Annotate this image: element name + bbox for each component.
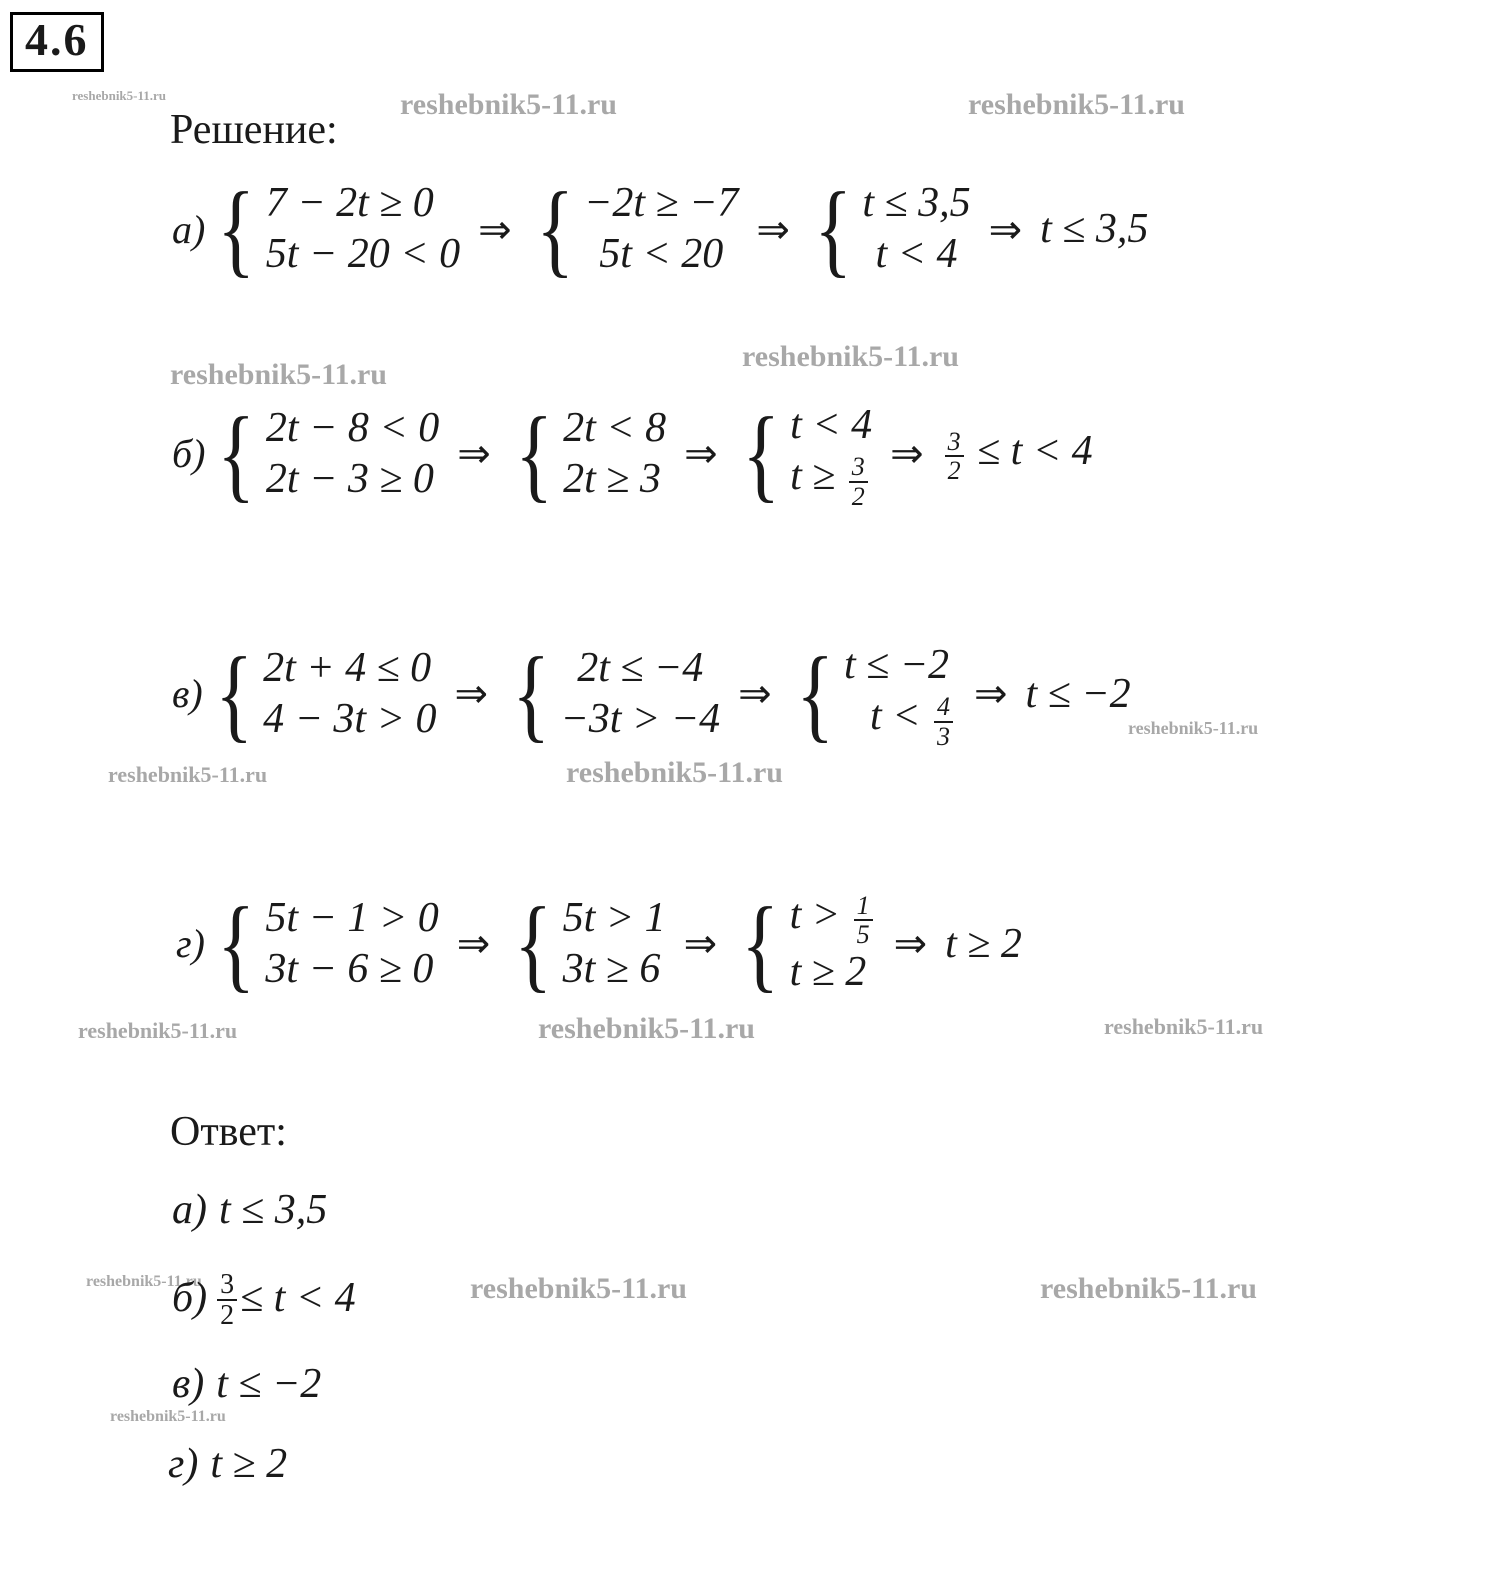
solution-heading: Решение: xyxy=(170,107,338,153)
system-g-step3 xyxy=(735,885,875,1002)
exercise-number: 4.6 xyxy=(10,12,104,72)
equation: 2t + 4 ≤ 0 xyxy=(263,644,432,691)
answer-value-v: t ≤ −2 xyxy=(216,1361,322,1407)
result-a: t ≤ 3,5 xyxy=(1040,206,1149,253)
system-g-step2 xyxy=(508,884,666,1002)
equation: 3t − 6 ≥ 0 xyxy=(265,945,434,992)
result-b xyxy=(942,426,1093,483)
answer-v xyxy=(172,1360,321,1408)
watermark: reshebnik5-11.ru xyxy=(1040,1272,1257,1305)
watermark: reshebnik5-11.ru xyxy=(170,358,387,391)
equation xyxy=(790,451,872,511)
system-v-step1 xyxy=(209,634,437,752)
watermark: reshebnik5-11.ru xyxy=(110,1408,226,1425)
result-text: ≤ t < 4 xyxy=(966,427,1093,474)
equation xyxy=(844,691,956,751)
answer-label-g: г) xyxy=(168,1441,199,1487)
fraction-numerator: 3 xyxy=(220,1269,235,1300)
watermark: reshebnik5-11.ru xyxy=(566,756,783,789)
implies-icon: ⇒ xyxy=(756,206,790,252)
solution-part-v xyxy=(172,634,1131,752)
answer-label-b: б) xyxy=(172,1275,208,1322)
watermark: reshebnik5-11.ru xyxy=(108,762,268,787)
equation: t ≤ −2 xyxy=(844,642,950,688)
solution-part-g xyxy=(176,884,1022,1002)
equation: −3t > −4 xyxy=(560,695,721,742)
result-g: t ≥ 2 xyxy=(945,920,1022,967)
answer-b xyxy=(172,1268,356,1332)
answer-label-a: а) xyxy=(172,1187,207,1233)
brace-icon: { xyxy=(512,634,551,752)
equation: 5t < 20 xyxy=(599,231,724,278)
brace-icon: { xyxy=(217,394,256,512)
system-g-step1 xyxy=(211,884,439,1002)
brace-icon: { xyxy=(514,884,553,1002)
implies-icon: ⇒ xyxy=(456,921,491,967)
implies-icon: ⇒ xyxy=(738,671,772,717)
watermark: reshebnik5-11.ru xyxy=(400,88,617,121)
implies-icon: ⇒ xyxy=(478,206,512,252)
equation: 5t > 1 xyxy=(562,894,666,941)
implies-icon: ⇒ xyxy=(893,921,928,967)
equation: 2t − 3 ≥ 0 xyxy=(265,455,434,502)
brace-icon: { xyxy=(741,885,780,1002)
implies-icon: ⇒ xyxy=(454,671,488,717)
equation-text: t ≥ xyxy=(790,453,846,500)
fraction-numerator: 4 xyxy=(937,692,951,722)
watermark: reshebnik5-11.ru xyxy=(78,1018,238,1043)
implies-icon: ⇒ xyxy=(890,431,924,477)
equation: 3t ≥ 6 xyxy=(562,945,661,992)
answer-value-g: t ≥ 2 xyxy=(210,1441,288,1487)
solution-part-a xyxy=(172,170,1149,288)
implies-icon: ⇒ xyxy=(974,671,1008,717)
answer-value-a: t ≤ 3,5 xyxy=(219,1187,328,1233)
equation: 2t < 8 xyxy=(563,404,667,451)
system-b-step1 xyxy=(211,394,440,512)
fraction xyxy=(217,1270,237,1331)
answer-g xyxy=(168,1440,287,1488)
answer-value-b: ≤ t < 4 xyxy=(240,1275,356,1322)
fraction-numerator: 1 xyxy=(856,891,870,921)
equation: 7 − 2t ≥ 0 xyxy=(265,180,434,226)
fraction xyxy=(934,693,953,750)
implies-icon: ⇒ xyxy=(988,206,1023,252)
system-a-step3 xyxy=(808,170,971,288)
equation xyxy=(789,890,876,950)
system-a-step1 xyxy=(211,170,461,288)
answer-a xyxy=(172,1186,327,1234)
solution-part-b xyxy=(172,394,1093,512)
equation: t ≥ 2 xyxy=(789,948,867,995)
fraction xyxy=(854,892,873,949)
fraction-denominator: 2 xyxy=(217,1299,237,1330)
part-label-a: а) xyxy=(172,206,206,252)
brace-icon: { xyxy=(214,634,253,752)
implies-icon: ⇒ xyxy=(457,431,491,477)
system-b-step3 xyxy=(736,395,873,512)
equation-text: t > xyxy=(789,892,851,938)
watermark: reshebnik5-11.ru xyxy=(72,88,167,103)
implies-icon: ⇒ xyxy=(683,921,718,967)
system-v-step2 xyxy=(506,634,721,752)
answer-label-v: в) xyxy=(172,1361,205,1407)
part-label-v: в) xyxy=(172,671,203,717)
system-a-step2 xyxy=(530,170,739,288)
equation: t ≤ 3,5 xyxy=(862,180,971,226)
part-label-g: г) xyxy=(176,921,205,967)
equation: 2t ≥ 3 xyxy=(563,455,661,502)
system-v-step3 xyxy=(790,635,956,752)
equation: t < 4 xyxy=(790,402,873,448)
brace-icon: { xyxy=(535,170,574,288)
fraction-denominator: 2 xyxy=(849,481,868,510)
watermark: reshebnik5-11.ru xyxy=(470,1272,687,1305)
brace-icon: { xyxy=(795,635,834,752)
brace-icon: { xyxy=(515,394,553,512)
equation: 2t − 8 < 0 xyxy=(265,404,440,451)
answer-heading: Ответ: xyxy=(170,1109,287,1155)
fraction xyxy=(849,453,868,510)
watermark: reshebnik5-11.ru xyxy=(968,88,1185,121)
equation: −2t ≥ −7 xyxy=(584,180,739,226)
implies-icon: ⇒ xyxy=(684,431,718,477)
fraction-denominator: 2 xyxy=(945,455,964,484)
fraction-numerator: 3 xyxy=(851,452,865,482)
equation: 2t ≤ −4 xyxy=(577,644,704,691)
equation: 4 − 3t > 0 xyxy=(263,695,437,742)
watermark: reshebnik5-11.ru xyxy=(1104,1014,1264,1039)
system-b-step2 xyxy=(509,394,667,512)
fraction-denominator: 3 xyxy=(934,721,953,750)
brace-icon: { xyxy=(741,395,780,512)
equation: 5t − 20 < 0 xyxy=(265,231,461,278)
fraction xyxy=(945,428,964,485)
equation: t < 4 xyxy=(875,231,958,278)
watermark: reshebnik5-11.ru xyxy=(1128,718,1259,738)
equation: 5t − 1 > 0 xyxy=(265,894,439,941)
fraction-denominator: 5 xyxy=(854,919,873,948)
brace-icon: { xyxy=(217,170,256,288)
part-label-b: б) xyxy=(172,431,206,477)
brace-icon: { xyxy=(814,170,853,288)
result-v: t ≤ −2 xyxy=(1025,670,1131,717)
watermark: reshebnik5-11.ru xyxy=(538,1012,755,1045)
brace-icon: { xyxy=(217,884,256,1002)
watermark: reshebnik5-11.ru xyxy=(742,340,959,373)
equation-text: t < xyxy=(870,693,932,740)
watermark: reshebnik5-11.ru xyxy=(86,1273,202,1290)
fraction-numerator: 3 xyxy=(947,426,961,456)
